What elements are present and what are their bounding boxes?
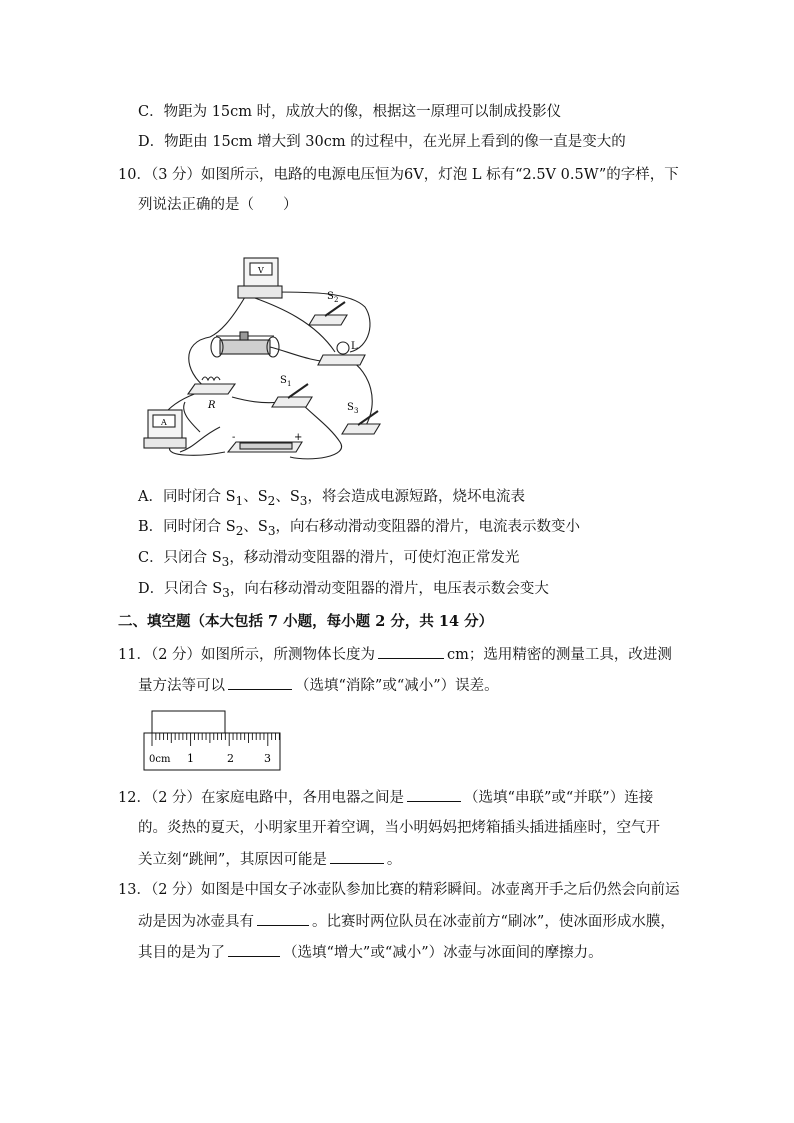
section2-title: 二、填空题（本大包括 7 小题，每小题 2 分，共 14 分） xyxy=(118,613,494,630)
battery-plus: + xyxy=(294,432,303,443)
switch-s3-base xyxy=(342,424,380,434)
resistor-label: R xyxy=(208,400,216,411)
s3-label: S xyxy=(347,402,354,413)
switch-s1-base xyxy=(272,397,312,407)
s3-label-sub: 3 xyxy=(354,407,359,415)
q11-line2: 量方法等可以 （选填“消除”或“减小”）误差。 xyxy=(138,675,499,696)
voltmeter-base xyxy=(238,286,282,298)
q10-option-c: C．只闭合 $S_3$，移动滑动变阻器的滑片，可使灯泡正常发光 xyxy=(138,550,520,569)
lamp-base xyxy=(318,355,365,365)
q13-line1: 13．（2 分）如图是中国女子冰壶队参加比赛的精彩瞬间。冰壶离开手之后仍然会向前运 xyxy=(118,882,680,898)
s1-label-sub: 1 xyxy=(287,380,292,388)
q9-option-d: D．物距由 15cm 增大到 30cm 的过程中，在光屏上看到的像一直是变大的 xyxy=(138,134,626,150)
ruler-label-1: 1 xyxy=(187,752,194,765)
ruler-label-3: 3 xyxy=(264,752,271,765)
switch-s2-blade xyxy=(325,302,345,316)
battery-minus: - xyxy=(232,432,236,443)
ammeter-base xyxy=(144,438,186,448)
q10-stem-line1: 10．（3 分）如图所示，电路的电源电压恒为6V，灯泡 L 标有“2.5V 0.5W”的字样，下 xyxy=(118,167,679,183)
s1-label: S xyxy=(280,375,287,386)
wire xyxy=(232,397,280,403)
lamp-bulb xyxy=(337,342,349,354)
circuit-figure xyxy=(140,252,390,467)
ruler-label-0: 0cm xyxy=(149,754,171,765)
q13-line3: 其目的是为了 （选填“增大”或“减小”）冰壶与冰面间的摩擦力。 xyxy=(138,942,603,963)
q11-blank-2[interactable] xyxy=(228,675,292,690)
resistor-coil xyxy=(202,377,220,380)
wire xyxy=(290,402,342,459)
s2-label: S xyxy=(327,291,334,302)
ammeter-label: A xyxy=(161,418,167,427)
wire xyxy=(210,297,245,337)
q11-line1: 11．（2 分）如图所示，所测物体长度为 cm；选用精密的测量工具，改进测 xyxy=(118,644,672,665)
q11-blank-1[interactable] xyxy=(378,644,444,659)
switch-s3-blade xyxy=(358,411,378,425)
wire xyxy=(189,337,210,387)
q13-blank-2[interactable] xyxy=(228,942,280,957)
resistor-base xyxy=(188,384,235,394)
q10-option-d: D．只闭合 $S_3$，向右移动滑动变阻器的滑片，电压表示数会变大 xyxy=(138,581,549,600)
q12-blank-2[interactable] xyxy=(330,849,384,864)
q10-stem-line2: 列说法正确的是（ ） xyxy=(138,197,298,213)
q10-option-b: B．同时闭合 $S_2$、$S_3$，向右移动滑动变阻器的滑片，电流表示数变小 xyxy=(138,519,581,538)
q10-option-a: A．同时闭合 $S_1$、$S_2$、$S_3$，将会造成电源短路，烧坏电流表 xyxy=(138,489,525,508)
measured-object xyxy=(152,711,225,733)
ruler-figure xyxy=(140,708,285,774)
q12-line2: 的。炎热的夏天，小明家里开着空调，当小明妈妈把烤箱插头插进插座时，空气开 xyxy=(138,820,660,836)
rheostat-slider xyxy=(240,332,248,340)
q13-blank-1[interactable] xyxy=(257,911,309,926)
battery-cells xyxy=(240,443,292,449)
lamp-label: L xyxy=(351,341,358,352)
s2-label-sub: 2 xyxy=(334,296,339,304)
q12-line3: 关立刻“跳闸”，其原因可能是 。 xyxy=(138,849,401,870)
voltmeter-label: V xyxy=(258,266,264,275)
wire xyxy=(184,402,200,432)
switch-s2-base xyxy=(309,315,347,325)
ruler-label-2: 2 xyxy=(227,752,234,765)
q13-line2: 动是因为冰壶具有 。比赛时两位队员在冰壶前方“刷冰”，使冰面形成水膜， xyxy=(138,911,675,932)
q12-blank-1[interactable] xyxy=(407,787,461,802)
rheostat-coil xyxy=(220,340,270,354)
q12-line1: 12．（2 分）在家庭电路中，各用电器之间是 （选填“串联”或“并联”）连接 xyxy=(118,787,653,808)
q9-option-c: C．物距为 15cm 时，成放大的像，根据这一原理可以制成投影仪 xyxy=(138,104,562,120)
